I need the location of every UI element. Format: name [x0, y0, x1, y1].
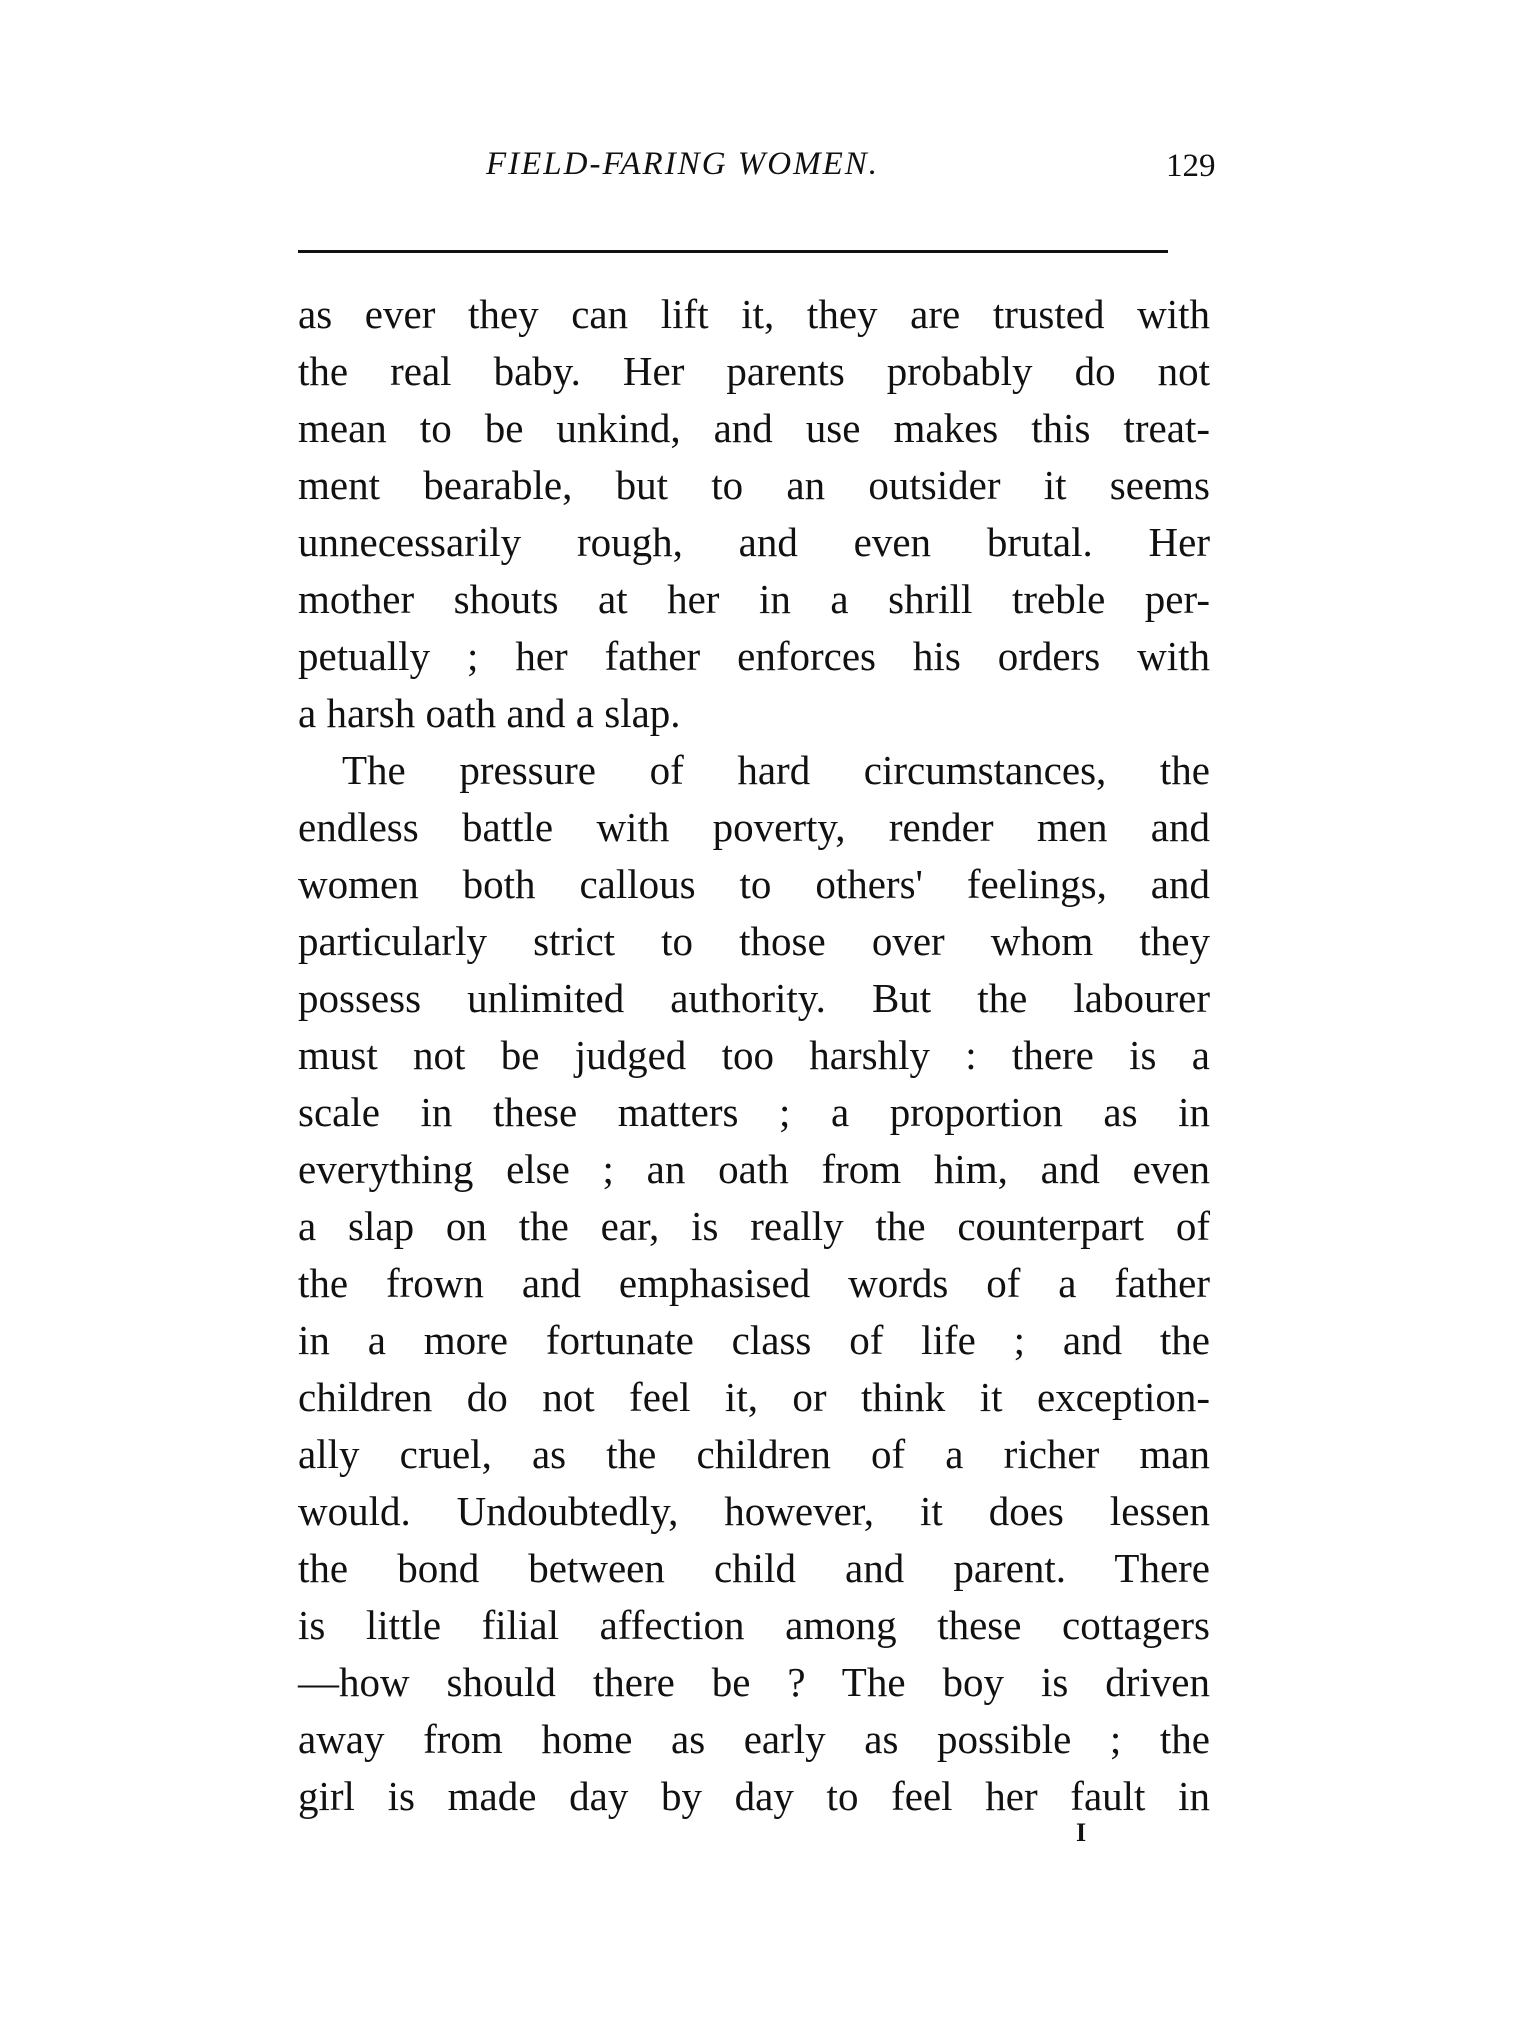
- text-line: would. Undoubtedly, however, it does lessen: [298, 1488, 1210, 1534]
- running-title: FIELD-FARING WOMEN.: [486, 146, 880, 182]
- text-line: girl is made day by day to feel her fault in: [298, 1773, 1210, 1819]
- text-line: endless battle with poverty, render men and: [298, 804, 1210, 850]
- text-line: possess unlimited authority. But the labourer: [298, 975, 1210, 1021]
- text-line: in a more fortunate class of life ; and the: [298, 1317, 1210, 1363]
- text-line: children do not feel it, or think it exception-: [298, 1374, 1210, 1420]
- text-line: ment bearable, but to an outsider it seems: [298, 462, 1210, 508]
- text-line: scale in these matters ; a proportion as in: [298, 1089, 1210, 1135]
- text-line: ally cruel, as the children of a richer man: [298, 1431, 1210, 1477]
- signature-mark: I: [1076, 1818, 1087, 1847]
- text-line: petually ; her father enforces his orders with: [298, 633, 1210, 679]
- text-line: —how should there be ? The boy is driven: [298, 1659, 1210, 1705]
- text-line: as ever they can lift it, they are trusted with: [298, 291, 1210, 337]
- text-line: the bond between child and parent. There: [298, 1545, 1210, 1591]
- text-line: must not be judged too harshly : there is a: [298, 1032, 1210, 1078]
- text-line: everything else ; an oath from him, and even: [298, 1146, 1210, 1192]
- text-line: is little filial affection among these cottagers: [298, 1602, 1210, 1648]
- text-line: the frown and emphasised words of a father: [298, 1260, 1210, 1306]
- text-line: women both callous to others' feelings, and: [298, 861, 1210, 907]
- page-number: 129: [1166, 148, 1216, 184]
- header-rule: [298, 250, 1168, 253]
- body-text: [298, 286, 1210, 1825]
- text-line: the real baby. Her parents probably do not: [298, 348, 1210, 394]
- text-line: The pressure of hard circumstances, the: [342, 747, 1210, 793]
- text-line: a slap on the ear, is really the counterpart of: [298, 1203, 1210, 1249]
- text-line: away from home as early as possible ; the: [298, 1716, 1210, 1762]
- text-line: particularly strict to those over whom they: [298, 918, 1210, 964]
- text-line: mother shouts at her in a shrill treble per-: [298, 576, 1210, 622]
- text-line: a harsh oath and a slap.: [298, 690, 681, 736]
- text-line: mean to be unkind, and use makes this treat-: [298, 405, 1210, 451]
- text-line: unnecessarily rough, and even brutal. Her: [298, 519, 1210, 565]
